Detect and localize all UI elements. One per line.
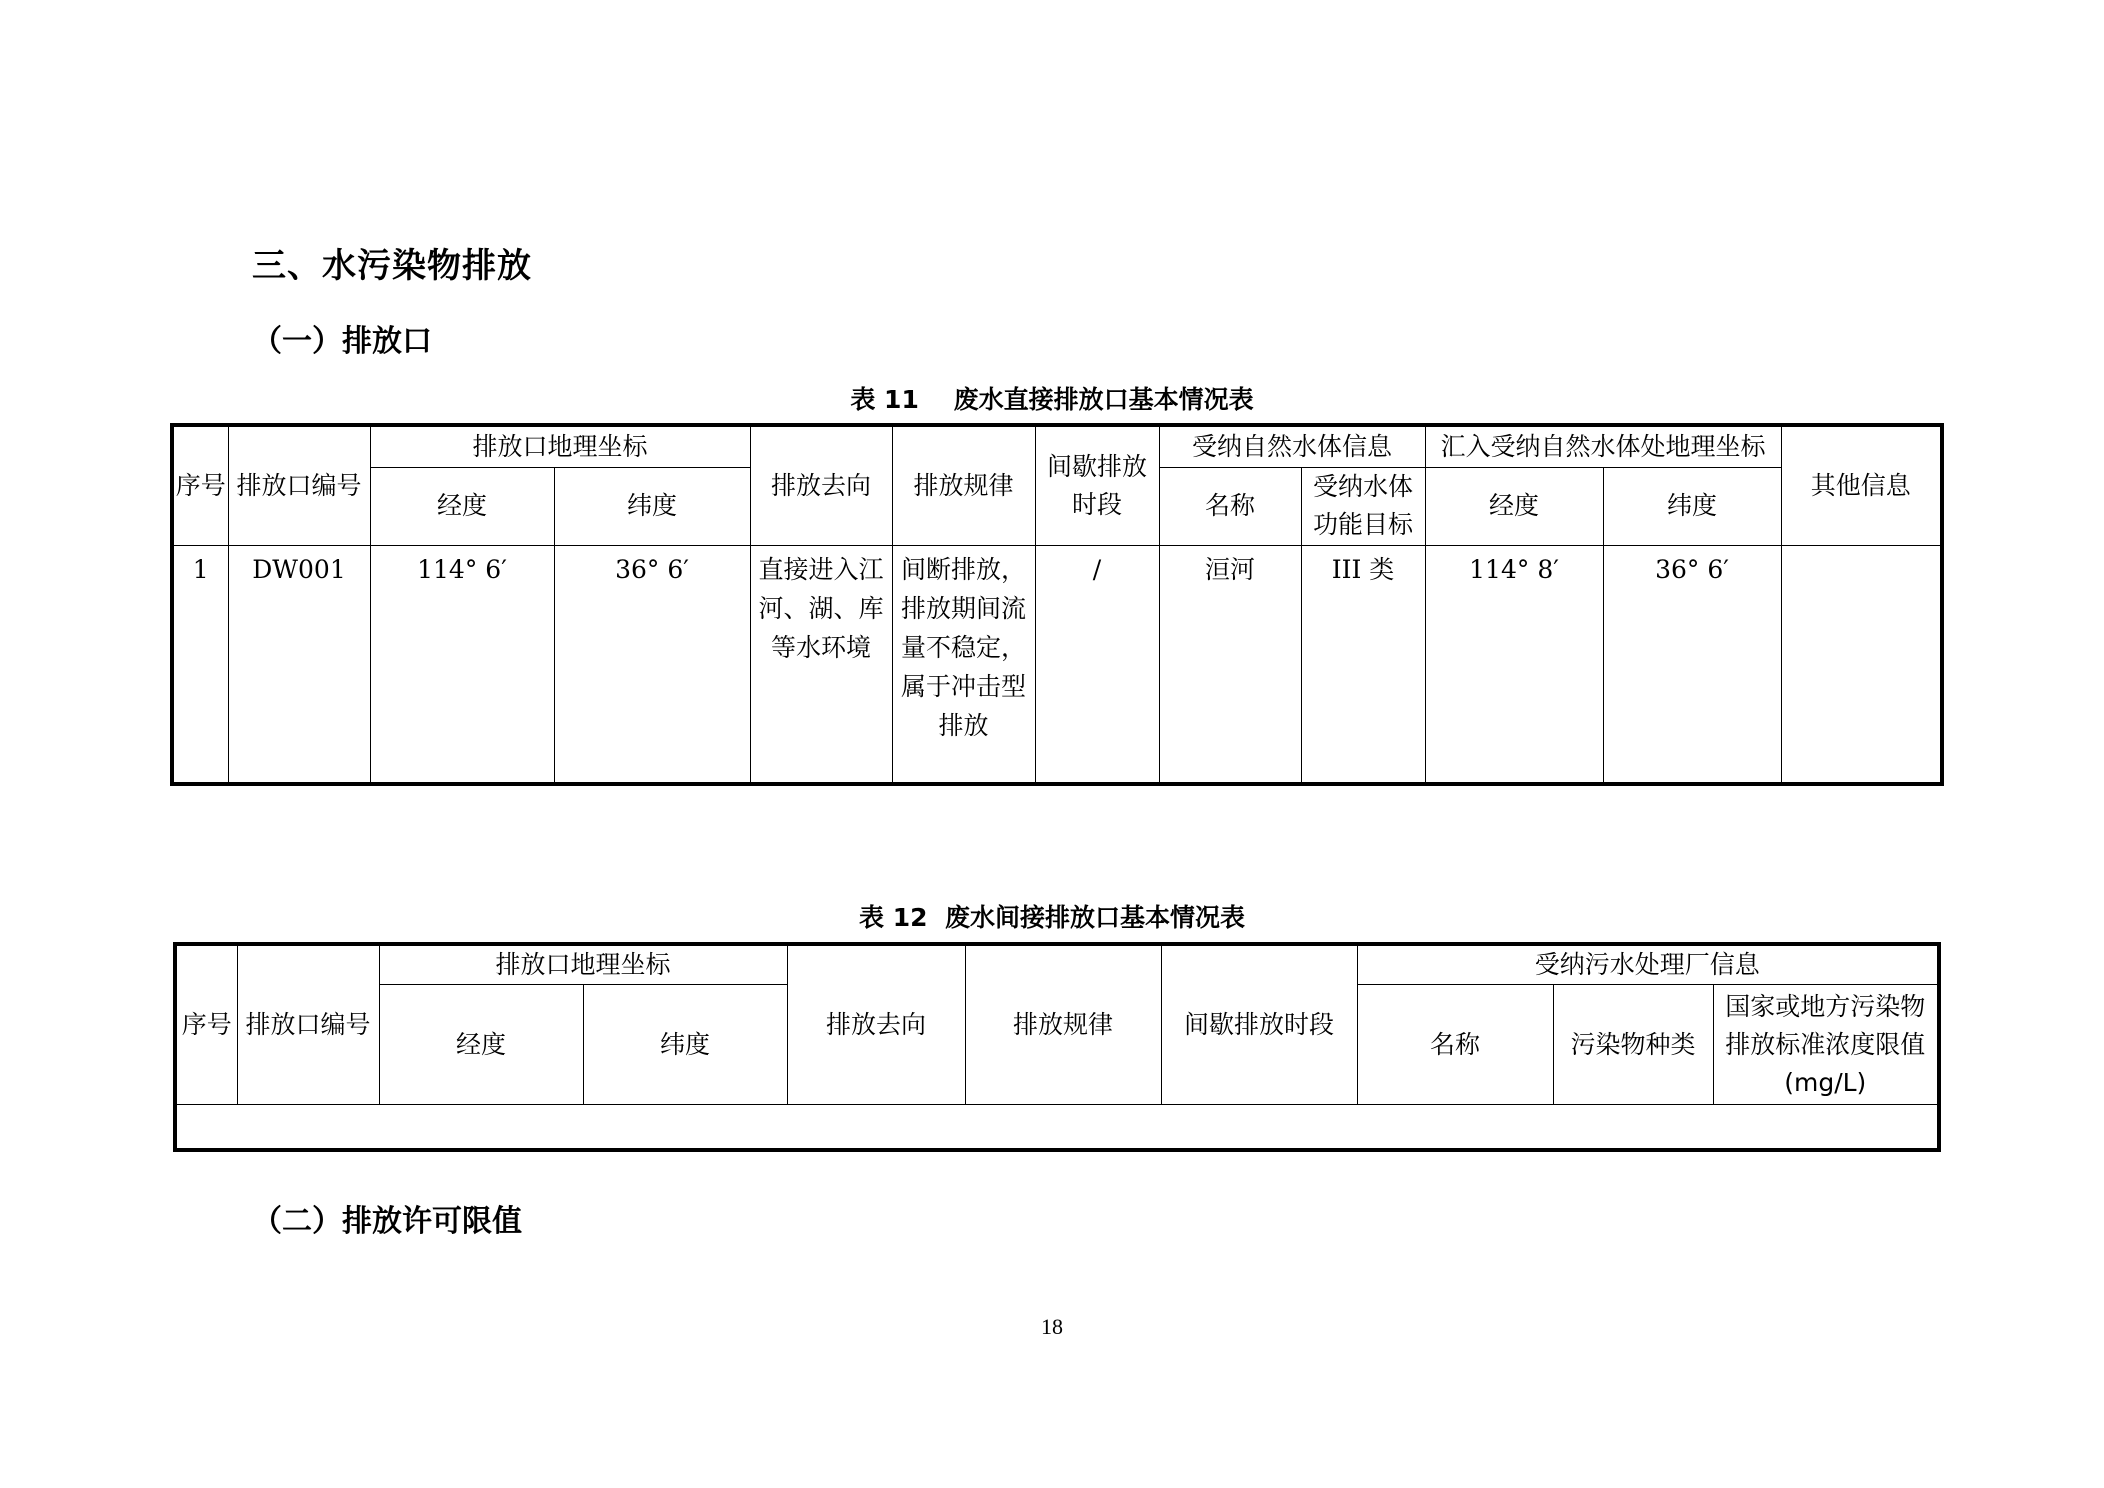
header-longitude: 经度: [379, 985, 583, 1105]
header-destination: 排放去向: [750, 425, 892, 545]
subsection-title-limits: （二）排放许可限值: [252, 1204, 522, 1239]
header-seq: 序号: [175, 944, 237, 1105]
table-row: [172, 545, 1942, 784]
header-conf-latitude: 纬度: [1603, 467, 1781, 545]
table-indirect-discharge-outlets: [173, 942, 1941, 1152]
cell-conf-longitude: 114° 8′: [1425, 545, 1603, 784]
header-latitude: 纬度: [554, 467, 750, 545]
cell-intermittent: /: [1035, 545, 1159, 784]
header-intermittent: 间歇排放时段: [1035, 425, 1159, 545]
section-title: 三、水污染物排放: [252, 246, 532, 286]
header-function-target: 受纳水体功能目标: [1301, 467, 1425, 545]
header-latitude: 纬度: [583, 985, 787, 1105]
cell-pattern: 间断排放，排放期间流量不稳定，属于冲击型排放: [892, 545, 1035, 784]
table-row: [175, 1105, 1939, 1150]
header-other: 其他信息: [1781, 425, 1942, 545]
table-direct-discharge-outlets: [170, 423, 1944, 786]
cell-longitude: 114° 6′: [370, 545, 554, 784]
header-geo-coord: 排放口地理坐标: [370, 425, 750, 467]
header-pollutant-type: 污染物种类: [1553, 985, 1713, 1105]
header-limit: 国家或地方污染物排放标准浓度限值(mg/L): [1713, 985, 1939, 1105]
header-intermittent: 间歇排放时段: [1161, 944, 1357, 1105]
header-outlet-id: 排放口编号: [237, 944, 379, 1105]
cell-conf-latitude: 36° 6′: [1603, 545, 1781, 784]
header-outlet-id: 排放口编号: [228, 425, 370, 545]
header-name: 名称: [1159, 467, 1301, 545]
cell-seq: 1: [172, 545, 228, 784]
header-longitude: 经度: [370, 467, 554, 545]
header-pattern: 排放规律: [892, 425, 1035, 545]
header-confluence-coord: 汇入受纳自然水体处地理坐标: [1425, 425, 1781, 467]
empty-row: [175, 1105, 1939, 1150]
header-name: 名称: [1357, 985, 1553, 1105]
cell-other: [1781, 545, 1942, 784]
cell-latitude: 36° 6′: [554, 545, 750, 784]
cell-destination: 直接进入江河、湖、库等水环境: [750, 545, 892, 784]
subsection-title-outlets: （一）排放口: [252, 324, 432, 359]
cell-function-target: III 类: [1301, 545, 1425, 784]
cell-name: 洹河: [1159, 545, 1301, 784]
header-plant-info: 受纳污水处理厂信息: [1357, 944, 1939, 985]
header-destination: 排放去向: [787, 944, 965, 1105]
cell-outlet-id: DW001: [228, 545, 370, 784]
header-seq: 序号: [172, 425, 228, 545]
header-pattern: 排放规律: [965, 944, 1161, 1105]
page-number: 18: [1041, 1314, 1063, 1339]
header-water-body-info: 受纳自然水体信息: [1159, 425, 1425, 467]
header-conf-longitude: 经度: [1425, 467, 1603, 545]
table12-caption: 表 12 废水间接排放口基本情况表: [859, 903, 1245, 932]
table11-caption: 表 11 废水直接排放口基本情况表: [850, 385, 1254, 414]
header-geo-coord: 排放口地理坐标: [379, 944, 787, 985]
